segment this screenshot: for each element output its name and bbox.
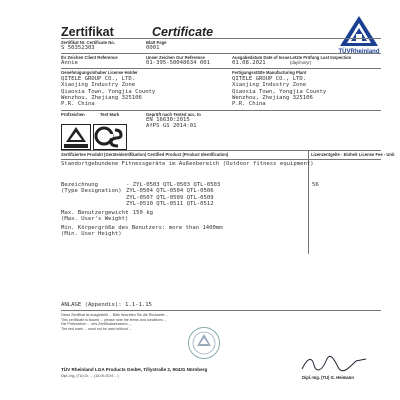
page-value: 0001 [146,45,160,51]
designation-label [61,182,122,195]
model-list [126,182,220,207]
license-holder-label: Genehmigungsinhaber License Holder [61,70,138,75]
tested-acc-label: Geprüft nach Tested acc. to [146,112,201,117]
product-name: Standortgebundene Fitnessgeräte im Außenbereich (Outdoor fitness equipment) [61,161,314,167]
holder-line: Qiaoxia Town, Yongjia County [61,88,156,95]
certified-product-label: Zertifiziertes Produkt (Geräteidentifikation) Certified Product (Product Identification) [61,152,229,157]
tuv-triangle-icon [336,14,382,48]
issue-date-label: Ausgabedatum Date of Issue [232,55,290,60]
tuv-test-mark-icon [61,124,91,150]
holder-line: Wenzhou, Zhejiang 325106 [61,94,142,101]
max-weight-label [61,210,128,223]
max-weight-label-en: (Max. User's Weight) [61,216,129,223]
plant-address [232,76,326,107]
designation-label-en: (Type Designation) [61,188,122,195]
model-row: ZYL-0504 QTL-0504 QTL-0506 [126,188,214,195]
client-ref-value: Annie [61,60,78,66]
fee-unit-value: 56 [312,182,319,188]
model-row: ZYL-0507 QTL-0509 QTL-0509 [126,194,214,201]
holder-line: QITELE GROUP CO., LTD. [61,76,136,82]
max-weight-label-de: Max. Benutzergewicht [61,210,129,216]
model-row: - ZYL-0503 QTL-0503 QTL-0503 [126,182,221,188]
tuv-logo [336,14,382,55]
plant-line: Xiaojing Industry Zone [232,82,307,89]
issue-note: Dipl.-Ing. (TU) Dr. ... (18.09.2019 ...) [61,374,119,378]
footer-terms-line: The test mark ... must not be used without ... [61,326,132,331]
signatory-name: Dipl.-Ing. (TU) G. Heimann [302,375,354,380]
tested-standards [146,117,197,130]
manufacturing-plant-label: Fertigungsstätte Manufacturing Plant [232,70,307,75]
plant-line: P.R. China [232,101,266,108]
appendix: ANLAGE (Appendix): 1.1-1.15 [61,302,152,308]
client-ref-label: Ihr Zeichen Client Reference [61,55,118,60]
signature [300,355,370,373]
cert-no-label: Zertifikat Nr. Certificate No. [61,40,115,45]
standard-line: AfPS GS 2014:01 [146,123,197,130]
test-mark-label-en: Test Mark [100,112,120,117]
designation-label-de: Bezeichnung [61,182,99,188]
footer-terms-line: Diese Zertifikat ist ausgestellt ... Bitte beachten Sie die Rückseite ... [61,313,169,317]
plant-line: Wenzhou, Zhejiang 325106 [232,94,313,101]
title-english: Certificate [152,25,214,39]
footer-terms-line: Die Prüfzeichen ... des Zertifikatsinhabers ... [61,322,132,327]
min-height-label-de: Min. Körpergröße des Benutzers: more than 1400mm [61,225,223,231]
title-german: Zertifikat [61,25,114,39]
test-mark-label-de: Prüfzeichen [61,112,85,117]
license-fee-label: Lizenzentgelte - Einheit License Fee - Unit [311,152,395,157]
footer-terms [61,313,181,331]
logo-text: TÜVRheinland [338,49,380,55]
gs-mark-icon [93,124,127,150]
max-weight-value: : 150 kg [126,210,153,216]
plant-line: Qiaoxia Town, Yongjia County [232,88,327,95]
holder-line: Xiaojing Industry Zone [61,82,136,89]
footer-terms-line: This certificate is issued ... please note the terms and conditions ... [61,317,167,322]
min-height [61,225,223,238]
issuer-company: TÜV Rheinland LGA Products GmbH, Tillystraße 2, 90431 Nürnberg [61,367,208,372]
model-row: ZYL-0510 QTL-0511 QTL-0512 [126,200,214,207]
our-ref-value: 01-395-50048634 001 [146,60,210,66]
holder-line: P.R. China [61,101,95,108]
cert-no-value: S 50352303 [61,45,95,51]
last-inspection-label: Letzte Prüfung Last Inspection [290,55,352,60]
our-ref-label: Unser Zeichen Our Reference [146,55,205,60]
issue-date-value: 01.08.2021 [232,60,266,66]
license-holder-address [61,76,155,107]
page-label: Blatt Page [146,40,167,45]
plant-line: QITELE GROUP CO., LTD. [232,76,307,82]
official-seal [187,326,221,360]
last-inspection-value: (day/mo/yr) [290,60,312,65]
min-height-label-en: (Min. User Height) [61,231,122,238]
standard-line: EN 16630:2015 [146,117,190,123]
